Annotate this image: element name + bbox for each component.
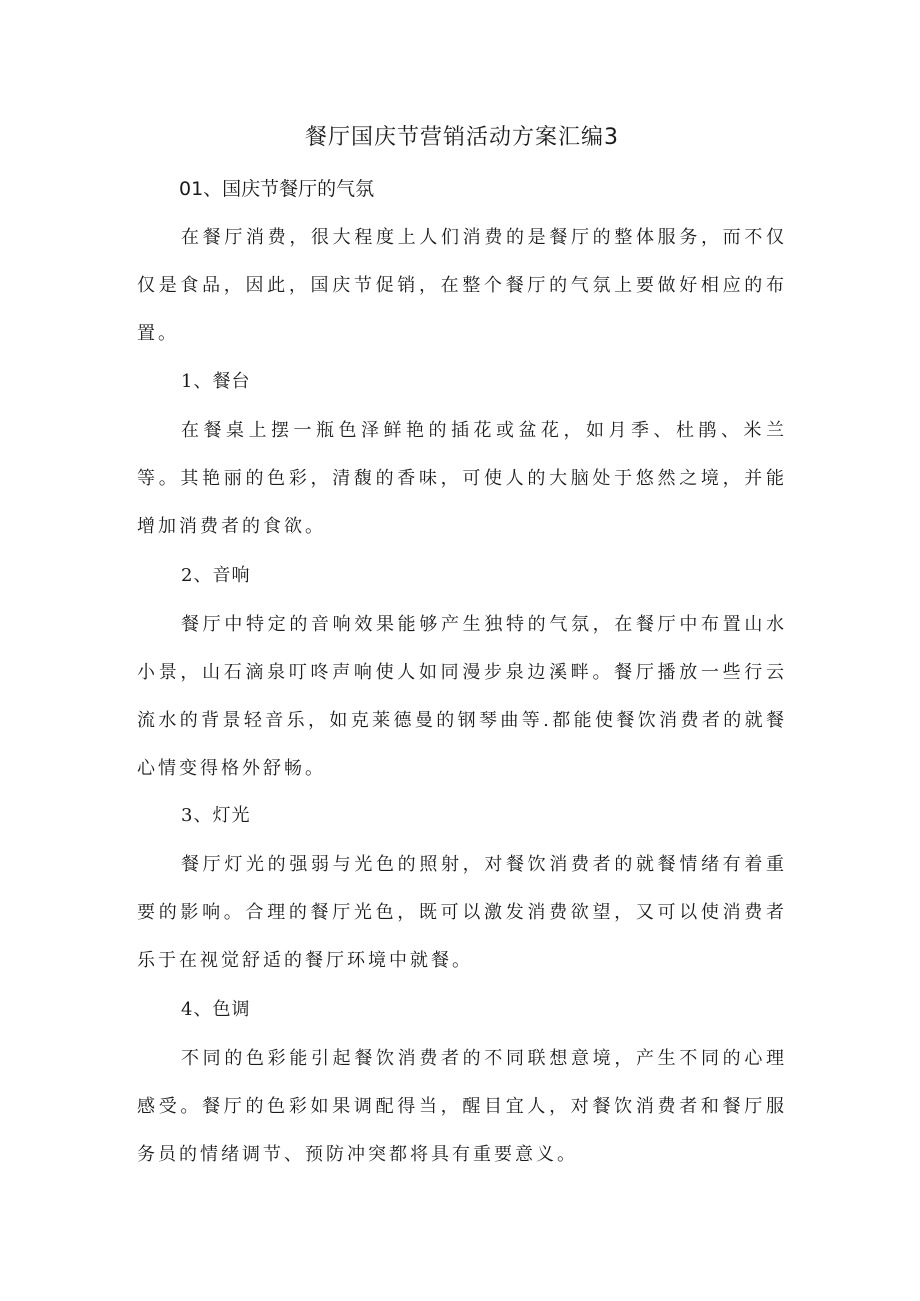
section-heading: 01、国庆节餐厅的气氛: [179, 178, 375, 200]
item-heading-sound: 2、音响: [181, 565, 251, 586]
item-heading-color: 4、色调: [181, 999, 251, 1020]
intro-paragraph: 在餐厅消费，很大程度上人们消费的是餐厅的整体服务，而不仅仅是食品，因此，国庆节促销，在整个餐厅的气氛上要做好相应的布置。: [137, 227, 787, 344]
item-text-sound: 餐厅中特定的音响效果能够产生独特的气氛，在餐厅中布置山水小景，山石滴泉叮咚声响使人如同漫步泉边溪畔。餐厅播放一些行云流水的背景轻音乐，如克莱德曼的钢琴曲等.都能使餐饮消费者的就餐心情变得格外舒畅。: [137, 614, 787, 779]
item-text-lighting: 餐厅灯光的强弱与光色的照射，对餐饮消费者的就餐情绪有着重要的影响。合理的餐厅光色，既可以激发消费欲望，又可以使消费者乐于在视觉舒适的餐厅环境中就餐。: [137, 854, 787, 971]
item-heading-table: 1、餐台: [181, 371, 251, 392]
item-text-color: 不同的色彩能引起餐饮消费者的不同联想意境，产生不同的心理感受。餐厅的色彩如果调配得当，醒目宜人，对餐饮消费者和餐厅服务员的情绪调节、预防冲突都将具有重要意义。: [137, 1048, 787, 1165]
document-title: 餐厅国庆节营销活动方案汇编3: [305, 125, 619, 150]
item-text-table: 在餐桌上摆一瓶色泽鲜艳的插花或盆花，如月季、杜鹃、米兰等。其艳丽的色彩，清馥的香味，可使人的大脑处于悠然之境，并能增加消费者的食欲。: [137, 420, 787, 537]
item-heading-lighting: 3、灯光: [181, 805, 251, 826]
